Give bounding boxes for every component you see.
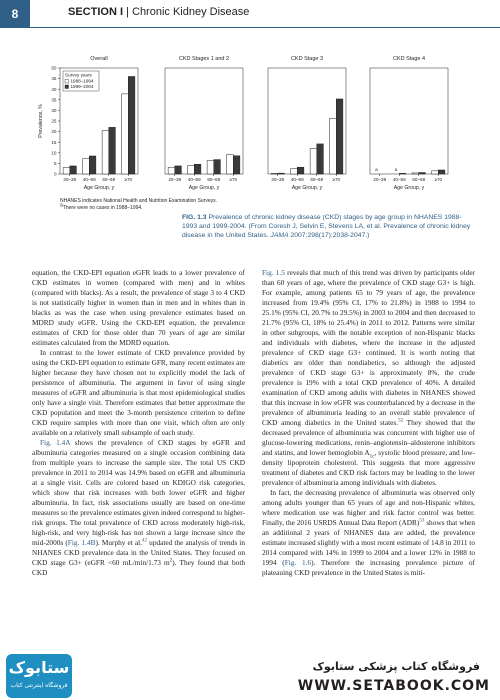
figure-caption: [182, 213, 472, 240]
bar: [70, 166, 77, 174]
bar: [438, 170, 445, 174]
paragraph-text: shows the prevalence of CKD stages by eGFR and albuminuria categories measured on a single occasion combining data from multiple years to increase the sample size. The total US CKD prevalence in 2011 to 2014 was 14.9% based on eGFR and albuminuria at a single visit. Cells are colored based on KDIGO risk categories, which show that risk increases with both lower eGFR and higher albuminuria. In fact, risk associations usually are based on one-time measures so the prevalence estimates given indeed correspond to higher-risk groups. The total prevalence of CKD across moderately high-risk, high-risk, and very high-risk has not shown a large increase since the mid-2000s (: [32, 438, 245, 547]
y-tick-label: 25: [51, 118, 57, 124]
bar: [291, 169, 298, 174]
annotation-marker: a: [375, 167, 378, 172]
caption-citation: 2007;298(17):2038-2047.): [288, 232, 370, 239]
panel-title: Overall: [90, 56, 108, 62]
annotation-marker: a: [394, 167, 398, 172]
bar: [330, 118, 337, 174]
x-axis-label: Age Group, y: [83, 185, 115, 191]
bar: [297, 167, 304, 174]
x-tick-label: 40–59: [82, 177, 96, 182]
figure-1-3-chart: [0, 48, 500, 200]
reference-link[interactable]: 42: [142, 538, 148, 544]
figure-link-1-6[interactable]: Fig. 1.6: [284, 558, 312, 567]
panel-title: CKD Stage 4: [392, 56, 426, 62]
right-text-column: [262, 268, 475, 578]
paragraph: [262, 268, 475, 488]
paragraph: [32, 438, 245, 578]
bar: [207, 160, 214, 174]
bar: [109, 127, 116, 174]
bar: [233, 156, 240, 174]
left-text-column: [32, 268, 245, 578]
x-axis-label: Age Group, y: [188, 185, 220, 191]
legend-swatch: [65, 85, 69, 89]
bar: [89, 156, 96, 174]
legend-entry: 1988–1994: [70, 78, 94, 84]
promo-url[interactable]: WWW.SETABOOK.COM: [297, 678, 490, 694]
x-tick-label: 60–69: [310, 177, 324, 182]
bar: [63, 168, 70, 174]
x-tick-label: 20–39: [271, 177, 285, 182]
x-tick-label: ≥70: [124, 177, 133, 182]
legend-swatch: [65, 80, 69, 84]
x-tick-label: ≥70: [434, 177, 443, 182]
caption-journal: JAMA: [270, 232, 289, 239]
section-label: SECTION I: [68, 6, 124, 18]
bar: [168, 167, 175, 174]
y-tick-label: 30: [51, 108, 57, 113]
superscript: 2: [169, 558, 173, 564]
legend-title: Survey years: [65, 72, 92, 78]
x-tick-label: 40–59: [392, 177, 406, 182]
paragraph-text: They showed that the decreased prevalence of albuminuria was concurrent with higher use of glucose-lowering medications, renin–angiotensin–aldosterone inhibitors and statins, and lower hemoglobin A: [262, 418, 475, 457]
logo-text: ستابوک: [8, 658, 70, 677]
figure-note-nhanes: NHANES indicates National Health and Nutrition Examination Surveys.: [60, 198, 218, 204]
x-tick-label: 20–39: [63, 177, 77, 182]
logo-subtext: فروشگاه اینترنتی کتاب: [10, 682, 68, 689]
y-tick-label: 15: [51, 139, 57, 145]
paragraph-text: ). Murphy et al.: [95, 538, 143, 547]
section-divider: |: [126, 6, 132, 18]
subscript: 1c: [369, 454, 375, 460]
paragraph: [262, 488, 475, 578]
bar: [271, 173, 278, 174]
promo-title: فروشگاه کتاب پزشکی ستابوک: [312, 660, 480, 673]
bar: [122, 94, 129, 174]
figure-note-no-cases-text: There were no cases in 1988–1994.: [62, 205, 143, 211]
bar: [194, 164, 201, 174]
bar: [214, 160, 221, 174]
page-number: 8: [0, 0, 30, 28]
x-tick-label: ≥70: [332, 177, 341, 182]
reference-link[interactable]: 52: [398, 418, 404, 424]
footnote-marker: a: [60, 202, 63, 209]
reference-link[interactable]: 53: [419, 518, 425, 524]
x-axis-label: Age Group, y: [291, 185, 323, 191]
y-tick-label: 50: [51, 65, 57, 71]
panel-frame: [370, 68, 448, 174]
bar: [175, 166, 182, 174]
page-header: [0, 0, 500, 30]
paragraph: In contrast to the lower estimate of CKD prevalence provided by using the CKD-EPI equation to estimate GFR, many recent estimates are higher because they have chosen not to explicitly model the lack of persistence of albuminuria. The argument in favor of using single measures of eGFR and albuminuria is that most epidemiological studies only have a single visit. Therefore estimates that better approximate the CKD population and meet the 3-month persistence criterion to define CKD require samples with more than one visit, which often are only available on a relatively small subsample of each study.: [32, 348, 245, 437]
x-tick-label: 40–59: [187, 177, 201, 182]
figure-link-1-4a[interactable]: Fig. 1.4A: [40, 438, 71, 447]
x-tick-label: 60–69: [102, 177, 116, 182]
bar: [419, 173, 426, 174]
bar: [227, 154, 234, 174]
y-tick-label: 20: [51, 129, 57, 135]
x-tick-label: 60–69: [207, 177, 221, 182]
panel-title: CKD Stages 1 and 2: [178, 56, 230, 62]
section-title: Chronic Kidney Disease: [132, 6, 250, 18]
panel-title: CKD Stage 3: [290, 56, 324, 62]
paragraph-text: shows that when an additional 2 years of NHANES data are added, the prevalence estimate increased slightly with a most recent estimate of 14.8 in 2011 to 2014 compared with 14% in 1999 to 2004 and a lower 12% in 1988 to 1994 (: [262, 518, 475, 567]
bar: [102, 131, 109, 174]
paragraph-text: ). Therefore the increasing prevalence picture of plateauing CKD prevalence in the United States is miti-: [262, 558, 475, 577]
promo-banner[interactable]: [0, 654, 500, 700]
y-tick-label: 40: [51, 86, 57, 92]
y-tick-label: 45: [51, 76, 57, 82]
y-axis-label: Prevalence, %: [38, 104, 44, 138]
figure-note-no-cases: [60, 202, 217, 212]
caption-label: FIG. 1.3: [182, 214, 207, 221]
bar: [188, 166, 195, 174]
x-tick-label: 20–39: [168, 177, 182, 182]
y-tick-label: 35: [51, 97, 57, 103]
y-tick-label: 10: [51, 150, 57, 156]
section-heading: [68, 6, 249, 18]
x-tick-label: 20–39: [373, 177, 387, 182]
paragraph: equation, the CKD-EPI equation eGFR leads to a lower prevalence of CKD estimates in women (compared with men) and in whites (compared with blacks). As a result, the prevalence of stage 3 to 4 CKD is not statistically higher in women than in men and in whites than in blacks as was the case when using prevalence estimates based on MDRD study eGFR. Using the CKD-EPI equation, the prevalence estimates of CKD for those older than 70 years of age are similar estimates calculated from the MDRD equation.: [32, 268, 245, 347]
bar: [317, 144, 324, 174]
y-tick-label: 0: [53, 171, 57, 177]
bar: [399, 173, 406, 174]
x-tick-label: ≥70: [229, 177, 238, 182]
header-rule: [30, 27, 500, 28]
paragraph-text: , systolic blood pressure, and low-density lipoprotein cholesterol. This suggests that more aggressive treatment of diabetes and CKD risk factors may be leading to the lower prevalence of albuminuria among individuals with diabetes.: [262, 448, 475, 487]
paragraph-text: updated the analysis of trends in NHANES CKD prevalence data in the United States. They focused on CKD stage G3+ (eGFR <60 mL/min/1.73 m: [32, 538, 245, 567]
bar: [128, 76, 135, 174]
x-tick-label: 40–59: [290, 177, 304, 182]
x-tick-label: 60–69: [412, 177, 426, 182]
figure-link-1-4b[interactable]: Fig. 1.4B: [67, 538, 96, 547]
figure-link-1-5[interactable]: Fig. 1.5: [262, 268, 285, 277]
paragraph-text: reveals that much of this trend was driven by participants older than 60 years of age, where the prevalence of CKD stage G3+ is high. For example, among patients 65 to 79 years of age, the prevalence increased from 19.4% (95% CI, 17% to 21.8%) in 1988 to 1994 to 25.1% (95% CI, 20.7% to 29.5%) in 2003 to 2004 and then decreased to 21.7% (95% CI, 18% to 25.4%) in 2011 to 2012. Patterns were similar in other subgroups, with the notable exception of non-Hispanic blacks and individuals with diabetes, where the increase in the adjusted prevalence of CKD stage G3+ continued. It is worth noting that diabetics are older than nondiabetics, so although the adjusted prevalence of CKD stage G3+ is approximately 8%, the crude prevalence is 19% with a total CKD prevalence of 40%. A detailed examination of CKD among adults with diabetes in NHANES showed that this increase in low eGFR was counterbalanced by a decrease in the prevalence of albuminuria leading to an overall stable prevalence of CKD among diabetics in the United states.: [262, 268, 475, 427]
bar: [278, 173, 285, 174]
bar: [310, 149, 317, 174]
y-tick-label: 5: [53, 161, 57, 166]
bar: [336, 99, 343, 174]
figure-notes: [60, 198, 217, 212]
caption-text: Prevalence of chronic kidney disease (CKD) stages by age group in NHANES 1988-1993 and 1999-2004. (From Coresh J, Selvin E, Stevens LA, et al. Prevalence of chronic kidney disease in the United States.: [182, 214, 471, 239]
x-axis-label: Age Group, y: [393, 185, 425, 191]
paragraph-text: ). They found that both CKD: [32, 558, 246, 577]
legend-entry: 1999–2004: [70, 84, 94, 90]
bar: [83, 159, 90, 174]
setabook-logo: [6, 654, 72, 698]
bar: [412, 173, 419, 174]
paragraph-text: In fact, the decreasing prevalence of albuminuria was observed only among adults younger than 65 years of age and non-Hispanic whites, where medication use was higher and risk factor control was better. Finally, the 2016 USRDS Annual Data Report (ADR): [262, 488, 475, 527]
bar: [432, 171, 439, 174]
